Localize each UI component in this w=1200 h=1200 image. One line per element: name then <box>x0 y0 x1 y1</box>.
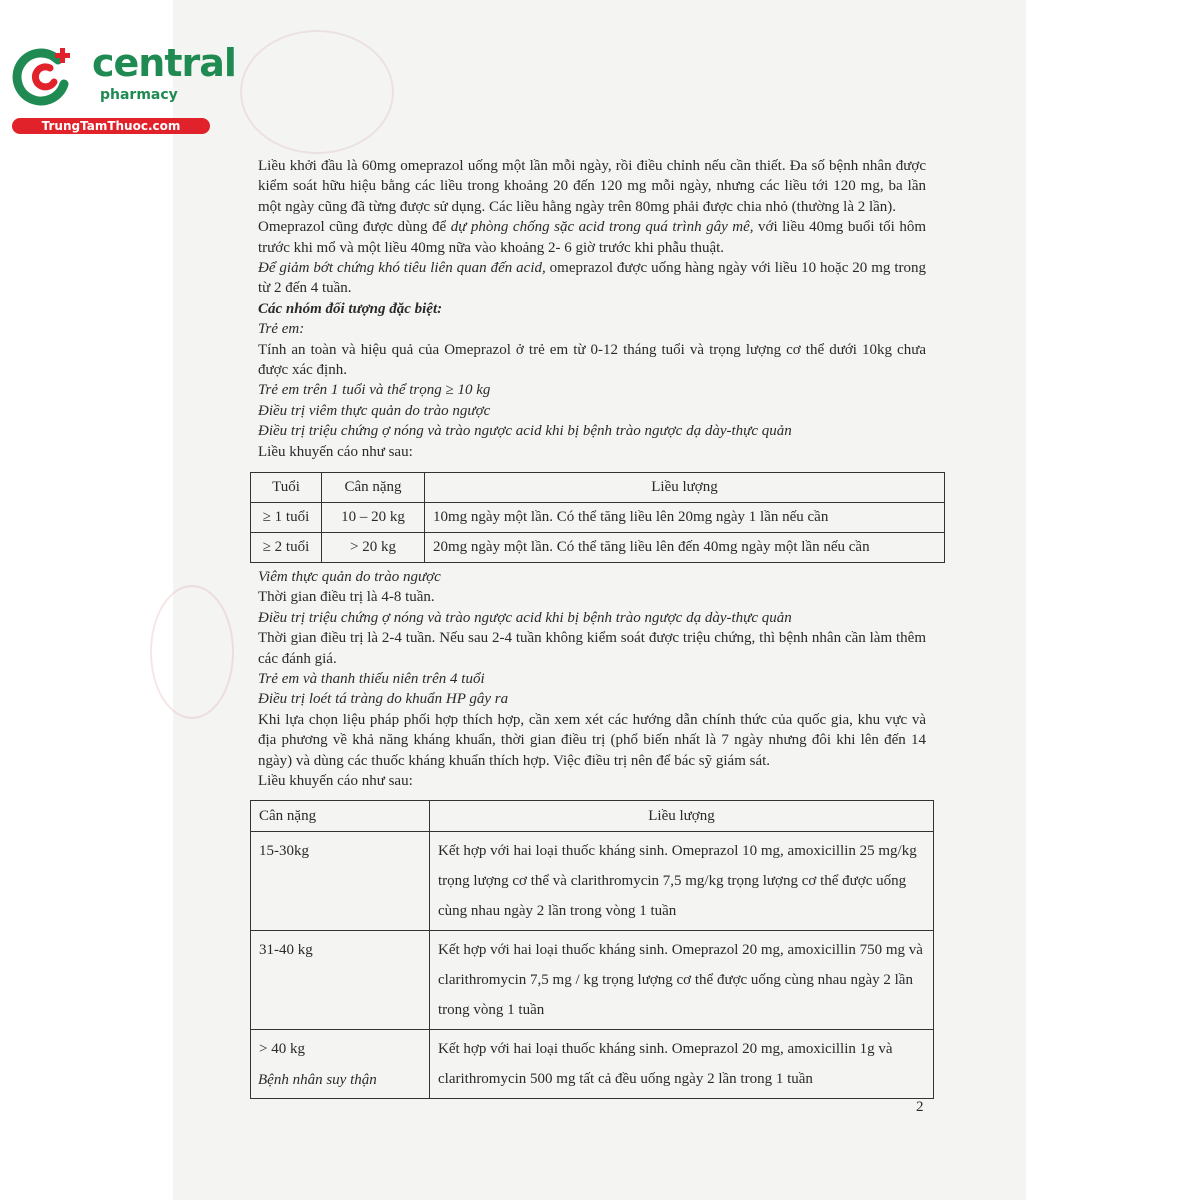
side-stamp <box>150 585 234 719</box>
table-row <box>251 931 934 1030</box>
italic-text: dự phòng chống sặc acid trong quá trình gây mê, <box>450 219 754 236</box>
cell-weight: 15-30kg <box>251 832 430 931</box>
heading-children: Trẻ em: <box>258 321 305 338</box>
italic-text: Để giảm bớt chứng khó tiêu liên quan đến acid, <box>258 260 546 277</box>
document-body-continued <box>258 567 926 791</box>
header-dose: Liều lượng <box>430 801 934 832</box>
table-row <box>251 533 945 563</box>
subheading-esophagitis: Điều trị viêm thực quản do trào ngược <box>258 402 491 419</box>
central-pharmacy-logo <box>10 36 236 136</box>
subheading-hp-ulcer: Điều trị loét tá tràng do khuẩn HP gây ra <box>258 691 509 708</box>
table-header-row <box>251 473 945 503</box>
header-age: Tuổi <box>251 473 322 503</box>
pharmacy-logo-icon <box>10 40 80 110</box>
document-body <box>258 156 926 462</box>
cell-dose: Kết hợp với hai loại thuốc kháng sinh. Omeprazol 10 mg, amoxicillin 25 mg/kg trọng lượng cơ thể và clarithromycin 7,5 mg/kg trọng lượng cơ thể được uống cùng nhau ngày 2 lần trong vòng 1 tuần <box>430 832 934 931</box>
text: Omeprazol cũng được dùng để <box>258 219 451 236</box>
paragraph-duration-4-8: Thời gian điều trị là 4-8 tuần. <box>258 589 435 606</box>
cell-weight: 10 – 20 kg <box>322 503 425 533</box>
paragraph-initial-dose: Liều khởi đầu là 60mg omeprazol uống một lần mỗi ngày, rồi điều chỉnh nếu cần thiết. Đa số bệnh nhân được kiểm soát hữu hiệu bằng các liều trong khoảng 20 đến 120 mg mỗi ngày, nhưng các liều tới 120 mg, ba lần một ngày cũng đã từng được sử dụng. Các liều hằng ngày trên 80mg phải được chia nhỏ (thường là 2 lần). <box>258 158 926 215</box>
subheading-children-over-1: Trẻ em trên 1 tuổi và thể trọng ≥ 10 kg <box>258 382 491 399</box>
text: với liều 40mg buổi tối hôm trước khi mổ và một liều 40mg nữa vào khoảng 2- 6 giờ trước khi phẫu thuật. <box>258 219 927 256</box>
logo-name: central <box>92 41 236 85</box>
dosage-table-weight <box>250 800 934 1099</box>
paragraph-combination-therapy: Khi lựa chọn liệu pháp phối hợp thích hợp, cần xem xét các hướng dẫn chính thức của quốc gia, khu vực và địa phương về khả năng kháng khuẩn, thời gian điều trị (phổ biến nhất là 7 ngày nhưng đôi khi lên đến 14 ngày) và dùng các thuốc kháng khuẩn thích hợp. Việc điều trị nên để bác sỹ giám sát. <box>258 711 926 769</box>
cell-dose: Kết hợp với hai loại thuốc kháng sinh. Omeprazol 20 mg, amoxicillin 1g và clarithromycin 500 mg tất cả đều uống ngày 2 lần trong 1 tuần <box>430 1030 934 1099</box>
cell-dose: Kết hợp với hai loại thuốc kháng sinh. Omeprazol 20 mg, amoxicillin 750 mg và clarithromycin 7,5 mg / kg trọng lượng cơ thể được uống cùng nhau ngày 2 lần trong vòng 1 tuần <box>430 931 934 1030</box>
subheading-renal-impairment: Bệnh nhân suy thận <box>258 1072 377 1088</box>
subheading-children-over-4: Trẻ em và thanh thiếu niên trên 4 tuổi <box>258 671 485 688</box>
table-header-row <box>251 801 934 832</box>
cell-age: ≥ 1 tuổi <box>251 503 322 533</box>
cell-dose: 20mg ngày một lần. Có thể tăng liều lên đến 40mg ngày một lần nếu cần <box>425 533 945 563</box>
cell-age: ≥ 2 tuổi <box>251 533 322 563</box>
faint-stamp <box>240 30 394 154</box>
table-row <box>251 832 934 931</box>
paragraph-duration-2-4: Thời gian điều trị là 2-4 tuần. Nếu sau 2-4 tuần không kiểm soát được triệu chứng, thì bệnh nhân cần làm thêm các đánh giá. <box>258 630 926 667</box>
text: omeprazol được uống hàng ngày với liều 10 hoặc 20 mg trong từ 2 đến 4 tuần. <box>258 260 926 297</box>
subheading-esophagitis-reflux: Viêm thực quản do trào ngược <box>258 569 441 585</box>
header-dose: Liều lượng <box>425 473 945 503</box>
cell-weight: 31-40 kg <box>251 931 430 1030</box>
paragraph-anesthesia <box>258 217 926 258</box>
paragraph-recommended-dose-2: Liều khuyến cáo như sau: <box>258 773 413 790</box>
table-row <box>251 503 945 533</box>
logo-url: TrungTamThuoc.com <box>12 118 210 134</box>
subheading-heartburn: Điều trị triệu chứng ợ nóng và trào ngược acid khi bị bệnh trào ngược dạ dày-thực quản <box>258 423 792 440</box>
header-weight: Cân nặng <box>251 801 430 832</box>
paragraph-recommended-dose: Liều khuyến cáo như sau: <box>258 443 413 460</box>
heading-special-groups: Các nhóm đối tượng đặc biệt: <box>258 300 443 317</box>
header-weight: Cân nặng <box>322 473 425 503</box>
cell-weight: > 20 kg <box>322 533 425 563</box>
page-number: 2 <box>916 1099 924 1115</box>
dosage-table-age <box>250 472 945 563</box>
cell-weight: > 40 kg <box>251 1030 430 1099</box>
subheading-heartburn-2: Điều trị triệu chứng ợ nóng và trào ngược acid khi bị bệnh trào ngược dạ dày-thực quản <box>258 609 792 626</box>
cell-dose: 10mg ngày một lần. Có thể tăng liều lên 20mg ngày 1 lần nếu cần <box>425 503 945 533</box>
logo-subtitle: pharmacy <box>100 87 178 103</box>
paragraph-safety: Tính an toàn và hiệu quả của Omeprazol ở trẻ em từ 0-12 tháng tuổi và trọng lượng cơ thể dưới 10kg chưa được xác định. <box>258 341 926 379</box>
paragraph-dyspepsia <box>258 258 926 299</box>
